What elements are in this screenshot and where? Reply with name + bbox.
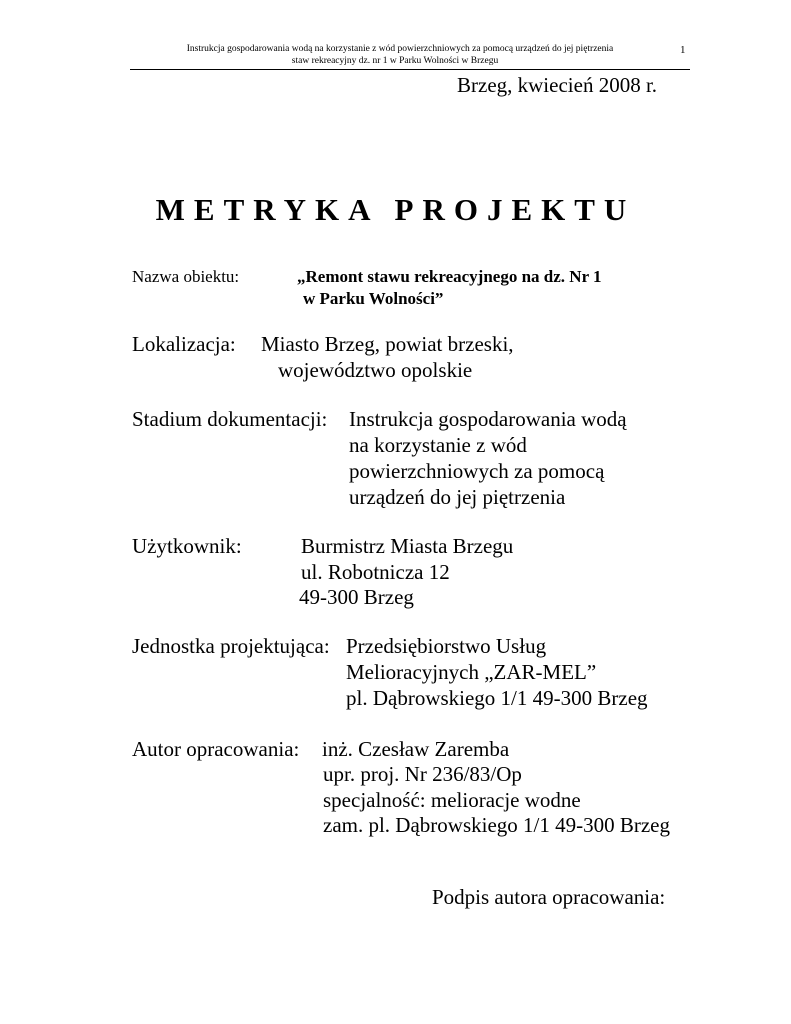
running-header-line-1: Instrukcja gospodarowania wodą na korzystanie z wód powierzchniowych za pomocą urządzeń do jej piętrzenia (186, 44, 614, 54)
user-line-2: ul. Robotnicza 12 (301, 560, 450, 584)
design-unit-line-1: Przedsiębiorstwo Usług (346, 634, 547, 658)
object-name-line-2: w Parku Wolności” (303, 289, 444, 308)
design-unit-label: Jednostka projektująca: (132, 634, 330, 658)
design-unit-line-3: pl. Dąbrowskiego 1/1 49-300 Brzeg (346, 686, 648, 710)
running-header-line-2: staw rekreacyjny dz. nr 1 w Parku Wolności w Brzegu (291, 56, 499, 66)
date-line: Brzeg, kwiecień 2008 r. (457, 73, 658, 97)
header-rule (130, 69, 690, 70)
stage-line-1: Instrukcja gospodarowania wodą (349, 407, 627, 431)
author-label: Autor opracowania: (132, 737, 300, 761)
object-name-label: Nazwa obiektu: (132, 267, 240, 286)
page-number: 1 (680, 44, 686, 56)
stage-line-3: powierzchniowych za pomocą (349, 459, 605, 483)
location-label: Lokalizacja: (132, 332, 236, 356)
author-line-1: inż. Czesław Zaremba (322, 737, 510, 761)
location-line-1: Miasto Brzeg, powiat brzeski, (261, 332, 514, 356)
location-line-2: województwo opolskie (278, 358, 473, 382)
stage-label: Stadium dokumentacji: (132, 407, 328, 431)
author-line-4: zam. pl. Dąbrowskiego 1/1 49-300 Brzeg (323, 813, 671, 837)
signature-label: Podpis autora opracowania: (432, 885, 666, 909)
stage-line-2: na korzystanie z wód (349, 433, 527, 457)
object-name-line-1: „Remont stawu rekreacyjnego na dz. Nr 1 (297, 267, 602, 286)
stage-line-4: urządzeń do jej piętrzenia (349, 485, 566, 509)
author-line-3: specjalność: melioracje wodne (323, 788, 581, 812)
document-title: METRYKA PROJEKTU (155, 192, 636, 227)
user-line-3: 49-300 Brzeg (299, 585, 414, 609)
design-unit-line-2: Melioracyjnych „ZAR-MEL” (346, 660, 597, 684)
user-label: Użytkownik: (132, 534, 242, 558)
user-line-1: Burmistrz Miasta Brzegu (301, 534, 514, 558)
author-line-2: upr. proj. Nr 236/83/Op (323, 762, 522, 786)
